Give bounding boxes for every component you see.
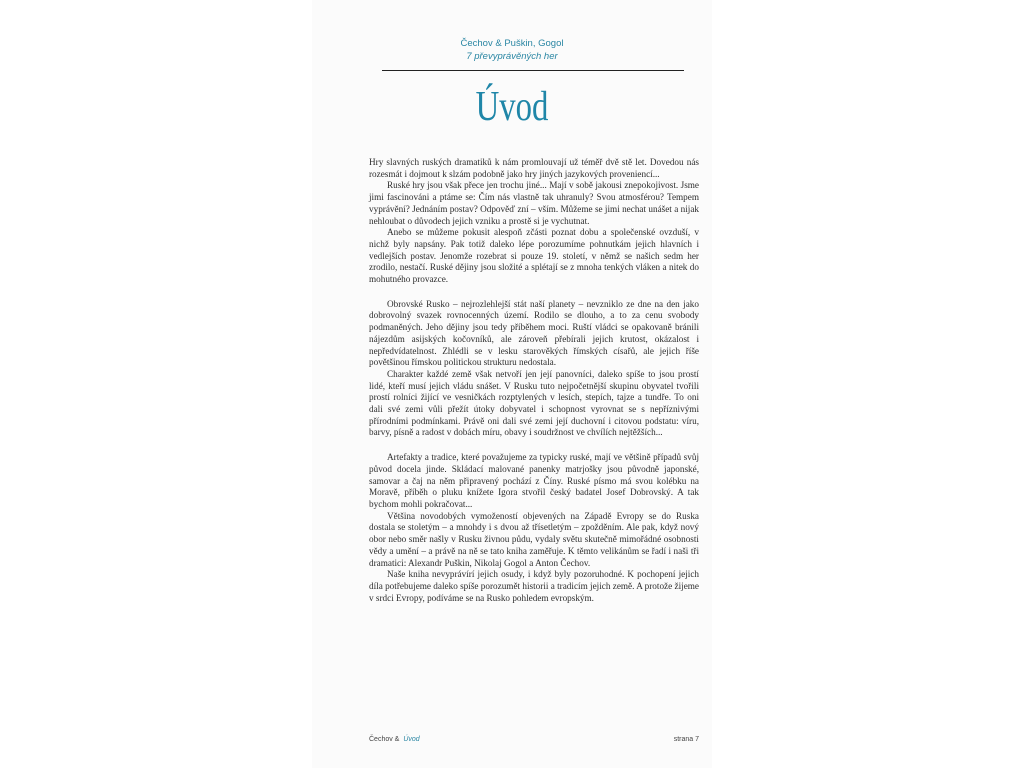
- footer-book: Čechov &: [369, 736, 400, 743]
- paragraph: Anebo se můžeme pokusit alespoň zčásti poznat dobu a společenské ovzduší, v nichž byly napsány. Pak totiž daleko lépe porozumíme pohnutkám jejich hlavních i vedlejších postav. Jenomže rozebrat si pouze 19. století, v němž se našich sedm her zrodilo, nestačí. Ruské dějiny jsou složité a splétají se z mnoha tenkých vláken a nitek do mohutného provazce.: [369, 227, 699, 285]
- paragraph: Obrovské Rusko – nejrozlehlejší stát naší planety – nevzniklo ze dne na den jako dobrovolný svazek rovnocenných území. Rodilo se dlouho, a to za cenu svobody podmaněných. Jeho dějiny jsou tedy příběhem moci. Ruští vládci se opakovaně bránili nájezdům asijských kočovníků, ale zároveň přebírali jejich krutost, okázalost i nepředvídatelnost. Zhlédli se v lesku starověkých římských císařů, ale jejich říše povětšinou římskou politickou strukturu nedostala.: [369, 298, 699, 368]
- footer-section: Úvod: [403, 736, 420, 743]
- page-header: [312, 37, 712, 63]
- footer-running-title: [369, 736, 420, 743]
- paragraph: Většina novodobých vymožeností objevených na Západě Evropy se do Ruska dostala se stoletým – a mnohdy i s dvou až třísetletým – zpožděním. Ale pak, když nový obor nebo směr našly v Rusku živnou půdu, vydaly světu skutečně mimořádné osobnosti vědy a umění – a právě na ně se tato kniha zaměřuje. K těmto velikánům se řadí i naši tři dramatici: Alexandr Puškin, Nikolaj Gogol a Anton Čechov.: [369, 510, 699, 568]
- paragraph: Naše kniha nevyprávírí jejich osudy, i když byly pozoruhodné. K pochopení jejich díla potřebujeme daleko spíše porozumět historii a tradicím jejich země. A protože žijeme v srdci Evropy, podíváme se na Rusko pohledem evropským.: [369, 569, 699, 603]
- header-authors: Čechov & Puškin, Gogol: [460, 38, 564, 49]
- book-page: [312, 0, 712, 768]
- header-divider: [382, 70, 684, 71]
- page-title: Úvod: [475, 84, 549, 130]
- paragraph: Hry slavných ruských dramatiků k nám promlouvají už téměř dvě stě let. Dovedou nás rozesmát i dojmout k slzám podobně jako hry jiných jazykových proveniencí...: [369, 157, 699, 179]
- footer-page-number: strana 7: [673, 736, 699, 743]
- body-text: [369, 157, 699, 604]
- paragraph: Charakter každé země však netvoří jen její panovníci, daleko spíše to jsou prostí lidé, kteří musí jejich vládu snášet. V Rusku tuto nejpočetnější skupinu obyvatel tvořili prostí rolníci žijící ve vesničkách rozptylených v lesích, stepích, tajze a tundře. To oni dali své zemi vůli přežít útoky dobyvatel i schopnost vyrovnat se s nepříznivými přírodními podmínkami. Právě oni dali své zemi její duchovní i citovou podstatu: víru, barvy, písně a radost v dobách míru, obavy i soudržnost ve chvílích nejtěžších...: [369, 368, 699, 438]
- paragraph: Artefakty a tradice, které považujeme za typicky ruské, mají ve většině případů svůj původ docela jinde. Skládací malované panenky matrjošky jsou původně japonské, samovar a čaj na něm připravený pochází z Číny. Ruské písmo má svou kolébku na Moravě, příběh o pluku knížete Igora stvořil český badatel Josef Dobrovský. A tak bychom mohli pokračovat...: [369, 452, 699, 509]
- paragraph: Ruské hry jsou však přece jen trochu jiné... Mají v sobě jakousi znepokojivost. Jsme jimi fascinováni a ptáme se: Čím nás vlastně tak uhranuly? Svou atmosférou? Tempem vyprávění? Jednáním postav? Odpověď zní – vším. Můžeme se jimi nechat unášet a nijak nehloubat o důvodech jejich vzniku a prostě si je vychutnat.: [369, 180, 699, 226]
- header-subtitle: 7 převyprávěných her: [466, 51, 558, 62]
